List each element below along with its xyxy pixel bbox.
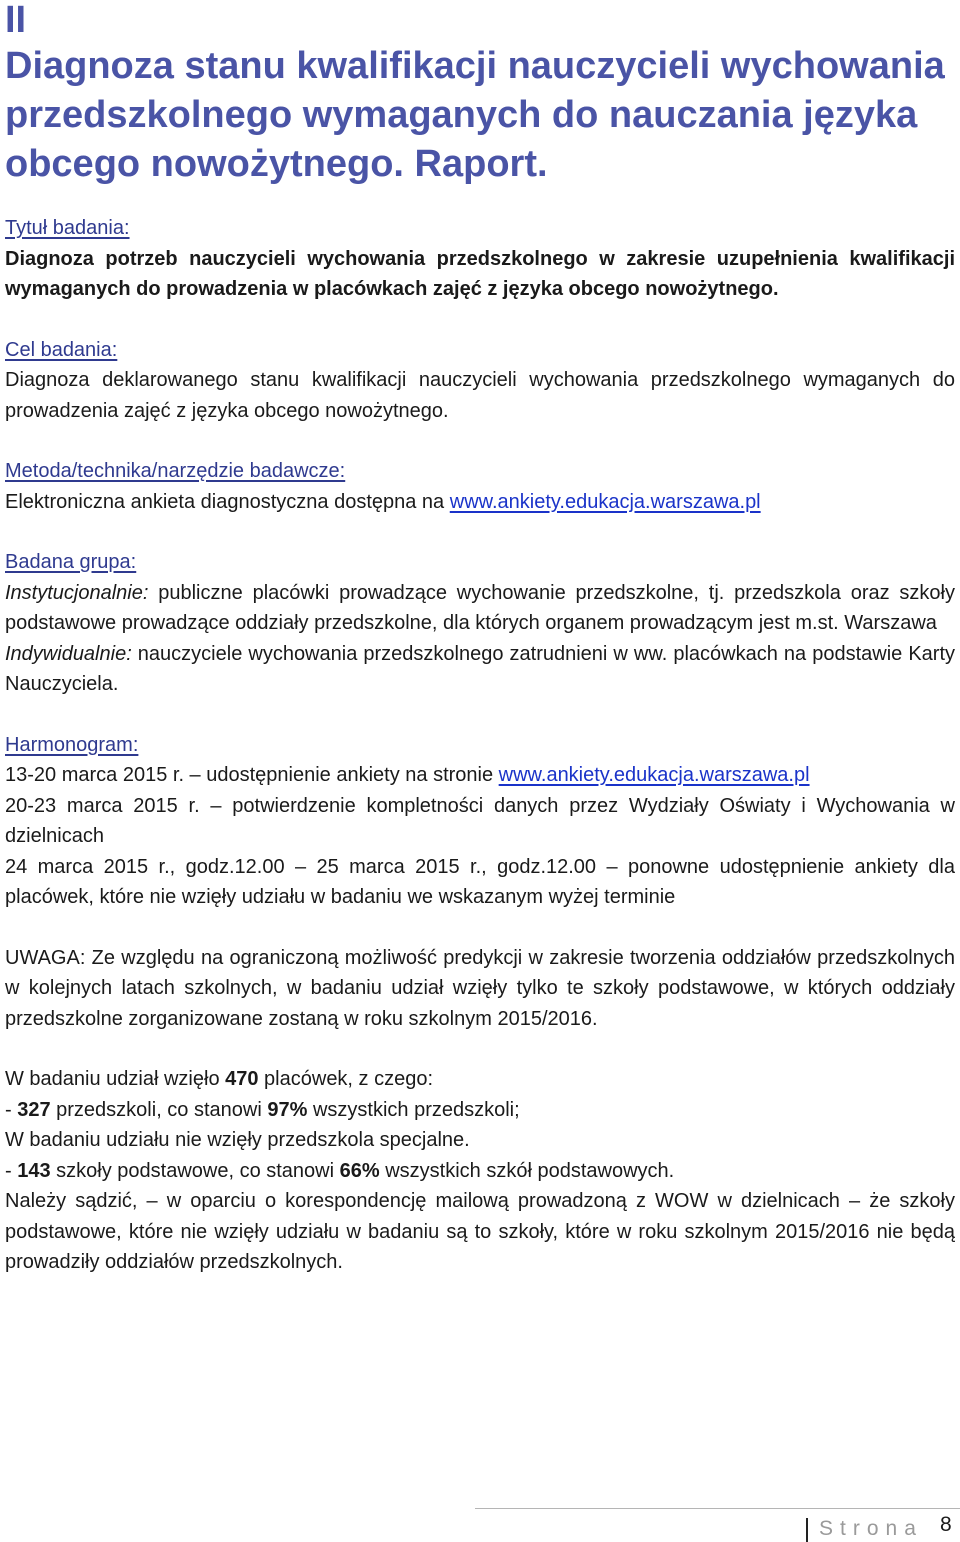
survey-link-2[interactable]: www.ankiety.edukacja.warszawa.pl: [498, 764, 810, 786]
section-grupa: [5, 547, 955, 700]
grupa-label: Badana grupa:: [5, 551, 137, 573]
footer-divider: [475, 1508, 960, 1509]
section-tytul: [5, 213, 955, 305]
tytul-text: Diagnoza potrzeb nauczycieli wychowania przedszkolnego w zakresie uzupełnienia kwalifikacji wymaganych do prowadzenia w placówkach zajęć z języka obcego nowożytnego.: [5, 247, 955, 300]
grupa-institutional: Instytucjonalnie: publiczne placówki prowadzące wychowanie przedszkolne, tj. przedszkola oraz szkoły podstawowe prowadzące oddziały przedszkolne, dla których organem prowadzącym jest m.st. Warszawa: [5, 581, 955, 634]
harmonogram-line-1: 13-20 marca 2015 r. – udostępnienie ankiety na stronie www.ankiety.edukacja.warszawa.pl: [5, 764, 810, 786]
section-cel: [5, 335, 955, 427]
cel-text: Diagnoza deklarowanego stanu kwalifikacji nauczycieli wychowania przedszkolnego wymaganych do prowadzenia zajęć z języka obcego nowożytnego.: [5, 369, 955, 422]
page-title: Diagnoza stanu kwalifikacji nauczycieli wychowania przedszkolnego wymaganych do nauczania języka obcego nowożytnego. Raport.: [5, 45, 945, 185]
footer-page-label: Strona: [819, 1517, 923, 1540]
section-stats: [5, 1064, 955, 1278]
metoda-label: Metoda/technika/narzędzie badawcze:: [5, 460, 346, 482]
cel-label: Cel badania:: [5, 338, 118, 361]
harmonogram-label: Harmonogram:: [5, 733, 139, 756]
tytul-label: Tytuł badania:: [5, 217, 130, 239]
section-metoda: [5, 456, 955, 517]
grupa-individual: Indywidualnie: nauczyciele wychowania przedszkolnego zatrudnieni w ww. placówkach na podstawie Karty Nauczyciela.: [5, 642, 955, 695]
survey-link[interactable]: www.ankiety.edukacja.warszawa.pl: [449, 490, 761, 513]
stats-intro: W badaniu udział wzięło 470 placówek, z czego:: [5, 1068, 434, 1090]
uwaga-note: UWAGA: Ze względu na ograniczoną możliwość predykcji w zakresie tworzenia oddziałów przedszkolnych w kolejnych latach szkolnych, w badaniu udział wzięły tylko te szkoły podstawowe, w których oddziały przedszkolne zorganizowane zostaną w roku szkolnym 2015/2016.: [5, 946, 955, 1030]
harmonogram-line-3: 24 marca 2015 r., godz.12.00 – 25 marca 2015 r., godz.12.00 – ponowne udostępnienie ankiety dla placówek, które nie wzięły udziału w badaniu we wskazanym wyżej terminie: [5, 855, 955, 908]
section-harmonogram: [5, 730, 955, 913]
footer-separator: [806, 1518, 808, 1542]
document-page: [5, 0, 955, 1278]
stats-specjalne: W badaniu udziału nie wzięły przedszkola specjalne.: [5, 1129, 470, 1151]
chapter-number: II: [5, 0, 27, 41]
metoda-text: Elektroniczna ankieta diagnostyczna dostępna na www.ankiety.edukacja.warszawa.pl: [5, 490, 761, 513]
stats-note: Należy sądzić, – w oparciu o korespondencję mailową prowadzoną z WOW w dzielnicach – że szkoły podstawowe, które nie wzięły udziału w badaniu są to szkoły, które w roku szkolnym 2015/2016 nie będą prowadziły oddziałów przedszkolnych.: [5, 1190, 955, 1273]
page-footer: [0, 1508, 960, 1540]
stats-przedszkola: - 327 przedszkoli, co stanowi 97% wszystkich przedszkoli;: [5, 1098, 520, 1121]
stats-szkoly: - 143 szkoły podstawowe, co stanowi 66% wszystkich szkół podstawowych.: [5, 1159, 675, 1182]
footer-page-number: 8: [940, 1513, 952, 1536]
harmonogram-line-2: 20-23 marca 2015 r. – potwierdzenie kompletności danych przez Wydziały Oświaty i Wychowania w dzielnicach: [5, 794, 955, 847]
